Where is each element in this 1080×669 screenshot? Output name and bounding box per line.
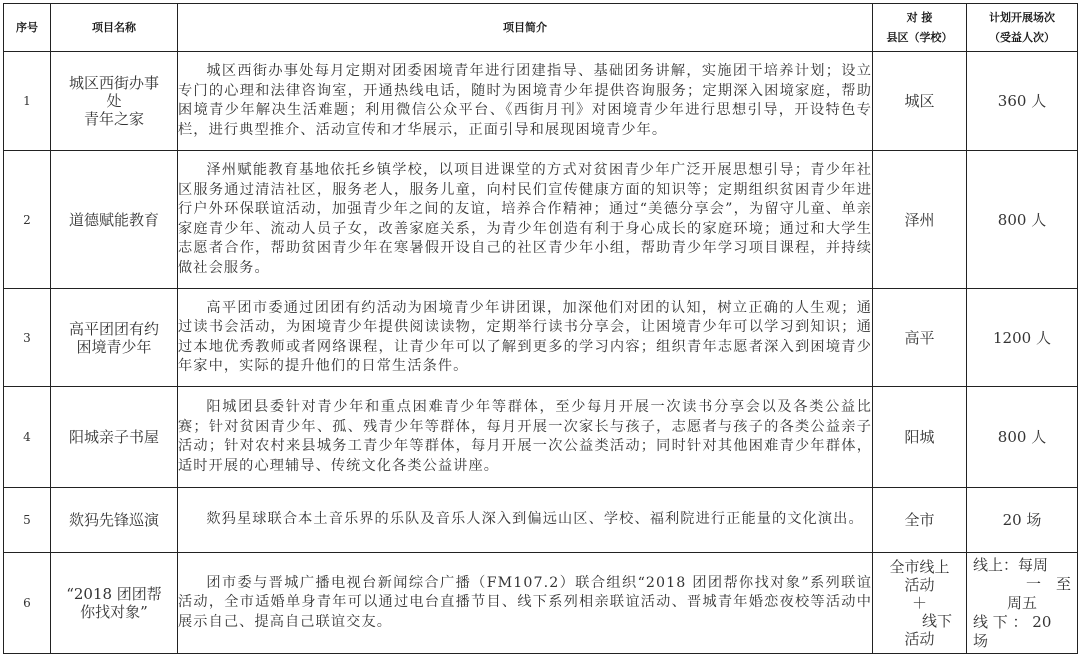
plan-line: 场 bbox=[973, 631, 989, 650]
plan-line: 线 下 ： 20 bbox=[973, 612, 1052, 631]
header-description: 项目简介 bbox=[178, 4, 873, 52]
plan-line: 一 至 bbox=[1025, 574, 1071, 593]
header-county-line2: 县区（学校） bbox=[886, 30, 953, 44]
county-line: 线下 bbox=[921, 612, 952, 630]
project-name bbox=[51, 52, 178, 151]
row-number: 3 bbox=[4, 289, 51, 387]
project-name bbox=[51, 289, 178, 387]
header-county bbox=[873, 4, 967, 52]
county-line: ＋ bbox=[911, 594, 927, 612]
project-description-text: 泽州赋能教育基地依托乡镇学校，以项目进课堂的方式对贫困青少年广泛开展思想引导；青少年社区服务通过清洁社区，服务老人，服务儿童，向村民们宣传健康方面的知识等；定期组织贫困青少年进行户外环保联谊活动，加强青少年之间的友谊，培养合作精神；通过“美德分享会”，为留守儿童、单亲家庭青少年、流动人员子女，改善家庭关系，为青少年创造有利于身心成长的家庭环境；通过和大学生志愿者合作，帮助贫困青少年在寒暑假开设自己的社区青少年小组，帮助青少年学习项目课程，并持续做社会服务。 bbox=[178, 162, 872, 276]
planned-sessions: 800 人 bbox=[967, 387, 1078, 488]
project-name-line: 阳城亲子书屋 bbox=[68, 428, 159, 446]
row-number: 5 bbox=[4, 488, 51, 553]
plan-line: 线上：每周 bbox=[973, 555, 1049, 574]
project-description-text: 高平团市委通过团团有约活动为困境青少年讲团课，加深他们对团的认知，树立正确的人生观；通过读书会活动，为困境青少年提供阅读读物，定期举行读书分享会，让困境青少年可以学习到知识；通过本地优秀教师或者网络课程，让青少年可以了解到更多的学习内容；组织青年志愿者深入到困境青少年家中，实际的提升他们的日常生活条件。 bbox=[178, 299, 872, 374]
project-table bbox=[3, 3, 1078, 654]
project-name-line: 困境青少年 bbox=[76, 337, 152, 356]
county-line: 全市线上 bbox=[889, 558, 950, 576]
project-name bbox=[51, 151, 178, 289]
header-name: 项目名称 bbox=[51, 4, 178, 52]
planned-sessions: 1200 人 bbox=[967, 289, 1078, 387]
planned-sessions: 800 人 bbox=[967, 151, 1078, 289]
project-name-line: 欻犸先锋巡演 bbox=[68, 511, 159, 529]
project-name-line: 道德赋能教育 bbox=[68, 210, 159, 229]
project-name bbox=[51, 387, 178, 488]
planned-sessions: 360 人 bbox=[967, 52, 1078, 151]
planned-sessions: 20 场 bbox=[967, 488, 1078, 553]
county: 全市 bbox=[873, 488, 967, 553]
plan-line: 周五 bbox=[1006, 593, 1037, 612]
county: 泽州 bbox=[873, 151, 967, 289]
row-number: 4 bbox=[4, 387, 51, 488]
county bbox=[873, 553, 967, 654]
table-row bbox=[4, 553, 1078, 654]
row-number: 1 bbox=[4, 52, 51, 151]
header-county-line1: 对 接 bbox=[906, 10, 933, 24]
table-row bbox=[4, 289, 1078, 387]
row-number: 6 bbox=[4, 553, 51, 654]
project-name bbox=[51, 553, 178, 654]
header-plan-line1: 计划开展场次 bbox=[989, 10, 1055, 24]
project-name-line: 城区西街办事 bbox=[68, 74, 159, 92]
header-plan-line2: （受益人次） bbox=[989, 30, 1055, 44]
header-no: 序号 bbox=[4, 4, 51, 52]
project-name bbox=[51, 488, 178, 553]
project-description bbox=[178, 488, 873, 553]
project-description bbox=[178, 553, 873, 654]
project-description bbox=[178, 52, 873, 151]
table-row bbox=[4, 52, 1078, 151]
project-name-line: 高平团团有约 bbox=[68, 319, 159, 338]
project-description-text: 城区西街办事处每月定期对团委困境青年进行团建指导、基础团务讲解，实施团干培养计划；设立专门的心理和法律咨询室，开通热线电话，随时为困境青少年提供咨询服务；定期深入困境家庭，帮助困境青少年解决生活难题；利用微信公众平台、《西街月刊》对困境青少年进行思想引导，开设特色专栏，进行典型推介、活动宣传和才华展示，正面引导和展现困境青少年。 bbox=[178, 63, 872, 138]
project-description bbox=[178, 151, 873, 289]
county: 高平 bbox=[873, 289, 967, 387]
project-description bbox=[178, 387, 873, 488]
project-name-line: 处 bbox=[106, 92, 122, 110]
project-name-line: “2018 团团帮 bbox=[66, 585, 162, 603]
county-line: 活动 bbox=[904, 576, 935, 594]
row-number: 2 bbox=[4, 151, 51, 289]
header-plan bbox=[967, 4, 1078, 52]
project-description-text: 欻犸星球联合本土音乐界的乐队及音乐人深入到偏远山区、学校、福利院进行正能量的文化演出。 bbox=[206, 511, 864, 528]
project-name-line: 青年之家 bbox=[83, 110, 144, 128]
planned-sessions bbox=[967, 553, 1078, 654]
project-name-line: 你找对象” bbox=[80, 603, 148, 621]
county-line: 活动 bbox=[904, 630, 935, 648]
project-description-text: 团市委与晋城广播电视台新闻综合广播（FM107.2）联合组织“2018 团团帮你找对象”系列联谊活动，全市适婚单身青年可以通过电台直播节目、线下系列相亲联谊活动、晋城青年婚恋夜校等活动中展示自己、提高自己联谊交友。 bbox=[178, 574, 872, 630]
header-row bbox=[4, 4, 1078, 52]
table-row bbox=[4, 151, 1078, 289]
county: 城区 bbox=[873, 52, 967, 151]
county: 阳城 bbox=[873, 387, 967, 488]
table-row bbox=[4, 488, 1078, 553]
project-description-text: 阳城团县委针对青少年和重点困难青少年等群体，至少每月开展一次读书分享会以及各类公益比赛；针对贫困青少年、孤、残青少年等群体，每月开展一次家长与孩子，志愿者与孩子的各类公益亲子活动；针对农村来县城务工青少年等群体，每月开展一次公益类活动；同时针对其他困难青少年群体，适时开展的心理辅导、传统文化各类公益讲座。 bbox=[178, 399, 872, 474]
project-description bbox=[178, 289, 873, 387]
table-row bbox=[4, 387, 1078, 488]
